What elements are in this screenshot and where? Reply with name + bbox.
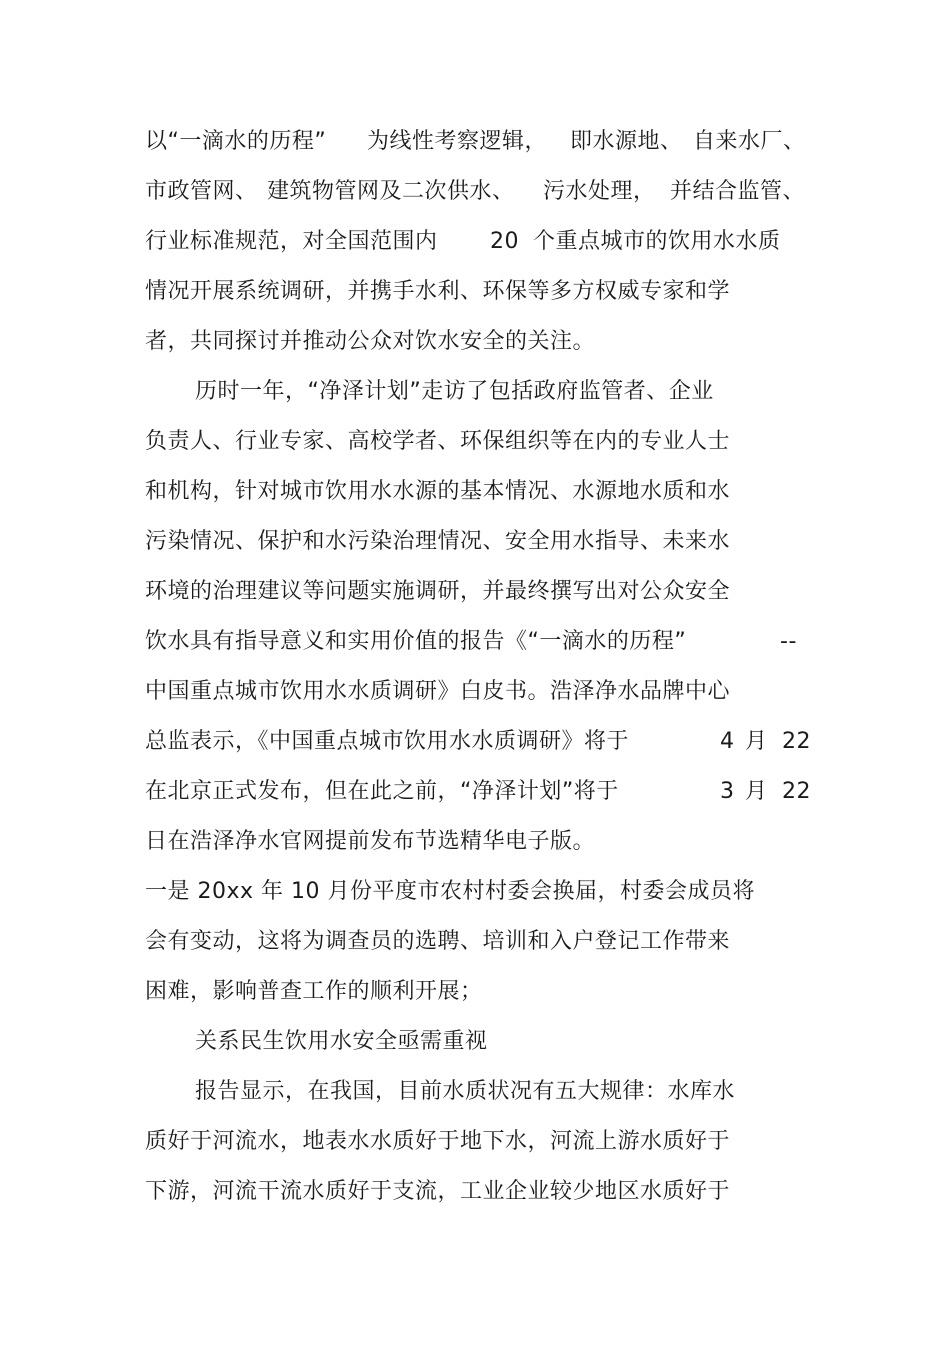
text-segment: 行业标准规范，对全国范围内 [145,229,438,254]
text-segment: 历时一年，“净泽计划”走访了包括政府监管者、企业 [195,379,714,404]
text-segment: 20 [490,229,519,254]
text-segment: 会有变动，这将为调查员的选聘、培训和入户登记工作带来 [145,929,731,954]
text-segment: 月 [745,779,768,804]
text-segment: -- [780,629,797,654]
text-segment: 建筑物管网及二次供水、 [267,179,515,204]
text-segment: 22 [782,729,811,754]
text-segment: 关系民生饮用水安全亟需重视 [195,1029,488,1054]
text-segment: 市政管网、 [145,179,258,204]
text-segment: 自来水厂、 [693,129,806,154]
text-segment: 和机构，针对城市饮用水水源的基本情况、水源地水质和水 [145,479,731,504]
text-segment: 饮水具有指导意义和实用价值的报告《“一滴水的历程” [145,629,687,654]
text-segment: 负责人、行业专家、高校学者、环保组织等在内的专业人士 [145,429,731,454]
text-segment: 报告显示，在我国，目前水质状况有五大规律：水库水 [195,1079,736,1104]
text-segment: 为线性考察逻辑， [367,129,548,154]
text-segment: 者，共同探讨并推动公众对饮水安全的关注。 [145,329,596,354]
text-segment: 中国重点城市饮用水水质调研》白皮书。浩泽净水品牌中心 [145,679,731,704]
text-segment: 污水处理， [543,179,656,204]
text-segment: 环境的治理建议等问题实施调研，并最终撰写出对公众安全 [145,579,731,604]
text-segment: 即水源地、 [570,129,683,154]
text-segment: 并结合监管、 [670,179,806,204]
text-segment: 一是 20xx 年 10 月份平度市农村村委会换届，村委会成员将 [145,879,756,904]
text-segment: 污染情况、保护和水污染治理情况、安全用水指导、未来水 [145,529,731,554]
text-segment: 个重点城市的饮用水水质 [533,229,781,254]
text-segment: 困难，影响普查工作的顺利开展； [145,979,483,1004]
text-segment: 3 [720,779,735,804]
text-segment: 在北京正式发布，但在此之前，“净泽计划”将于 [145,779,619,804]
text-segment: 下游，河流干流水质好于支流，工业企业较少地区水质好于 [145,1179,731,1204]
text-segment: 质好于河流水，地表水水质好于地下水，河流上游水质好于 [145,1129,731,1154]
text-segment: 总监表示，《中国重点城市饮用水水质调研》将于 [145,729,630,754]
text-segment: 以“一滴水的历程” [145,129,327,154]
text-segment: 情况开展系统调研，并携手水利、环保等多方权威专家和学 [145,279,731,304]
text-segment: 月 [745,729,768,754]
text-segment: 4 [720,729,735,754]
text-segment: 日在浩泽净水官网提前发布节选精华电子版。 [145,829,596,854]
text-segment: 22 [782,779,811,804]
